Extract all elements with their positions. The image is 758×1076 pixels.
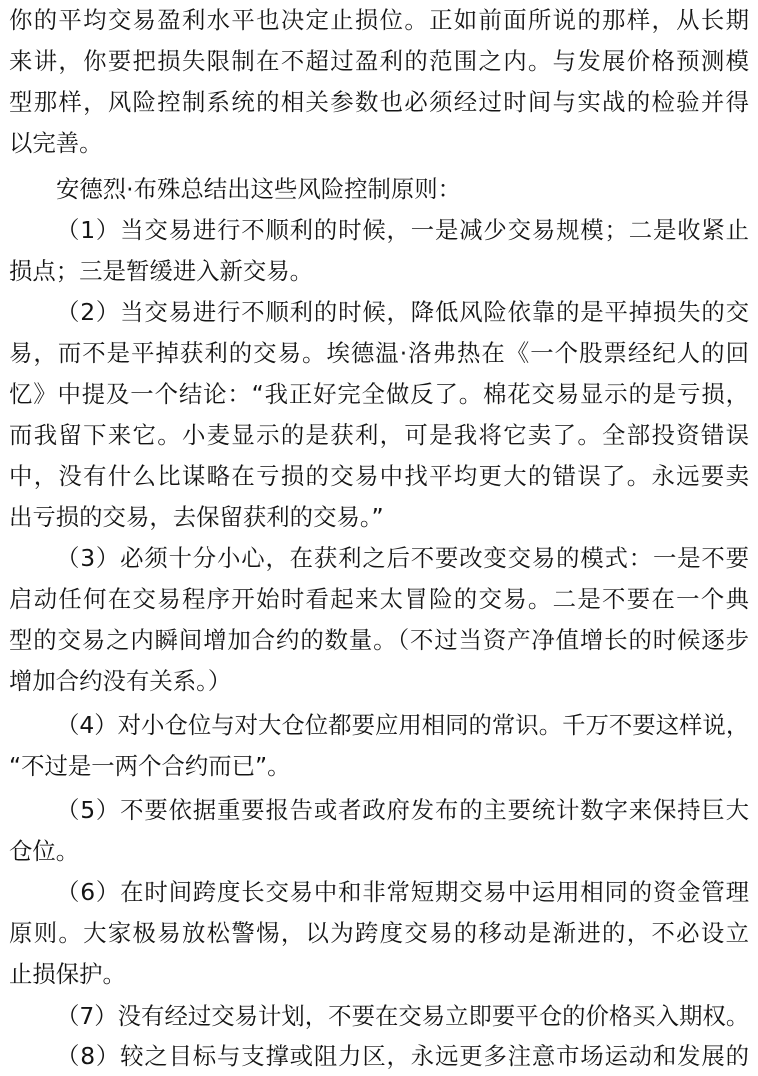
paragraph-intro: 安德烈·布殊总结出这些风险控制原则： [56,175,462,203]
rule-8-line: （8）较之目标与支撑或阻力区，永远更多注意市场运动和发展的 [56,1042,749,1070]
rule-6-line: 止损保护。 [9,960,126,988]
rule-2-line: 而我留下来它。小麦显示的是获利，可是我将它卖了。全部投资错误 [9,421,749,449]
rule-3-line: 型的交易之内瞬间增加合约的数量。（不过当资产净值增长的时候逐步 [9,626,749,654]
rule-2-line: （2）当交易进行不顺利的时候，降低风险依靠的是平掉损失的交 [56,298,749,326]
rule-5-line: 仓位。 [9,837,80,865]
rule-2-line: 出亏损的交易，去保留获利的交易。” [9,503,384,531]
rule-3-line: （3）必须十分小心，在获利之后不要改变交易的模式：一是不要 [56,544,749,572]
rule-1-line: （1）当交易进行不顺利的时候，一是减少交易规模；二是收紧止 [56,216,749,244]
rule-1-line: 损点；三是暂缓进入新交易。 [9,257,314,285]
rule-6-line: 原则。大家极易放松警惕，以为跨度交易的移动是渐进的，不必设立 [9,919,749,947]
rule-2-line: 忆》中提及一个结论：“我正好完全做反了。棉花交易显示的是亏损， [9,380,749,408]
text-line: 来讲，你要把损失限制在不超过盈利的范围之内。与发展价格预测模 [9,47,749,75]
rule-6-line: （6）在时间跨度长交易中和非常短期交易中运用相同的资金管理 [56,878,749,906]
rule-2-line: 易，而不是平掉获利的交易。埃德温·洛弗热在《一个股票经纪人的回 [9,339,749,367]
text-line: 你的平均交易盈利水平也决定止损位。正如前面所说的那样，从长期 [9,6,749,34]
rule-5-line: （5）不要依据重要报告或者政府发布的主要统计数字来保持巨大 [56,796,749,824]
rule-2-line: 中，没有什么比谋略在亏损的交易中找平均更大的错误了。永远要卖 [9,462,749,490]
rule-3-line: 增加合约没有关系。） [9,667,232,695]
rule-3-line: 启动任何在交易程序开始时看起来太冒险的交易。二是不要在一个典 [9,585,749,613]
rule-4-line: “不过是一两个合约而已”。 [9,752,291,780]
rule-7-line: （7）没有经过交易计划，不要在交易立即要平仓的价格买入期权。 [56,1002,749,1030]
text-line: 型那样，风险控制系统的相关参数也必须经过时间与实战的检验并得 [9,88,749,116]
rule-4-line: （4）对小仓位与对大仓位都要应用相同的常识。千万不要这样说， [56,711,749,739]
text-line: 以完善。 [9,129,103,157]
